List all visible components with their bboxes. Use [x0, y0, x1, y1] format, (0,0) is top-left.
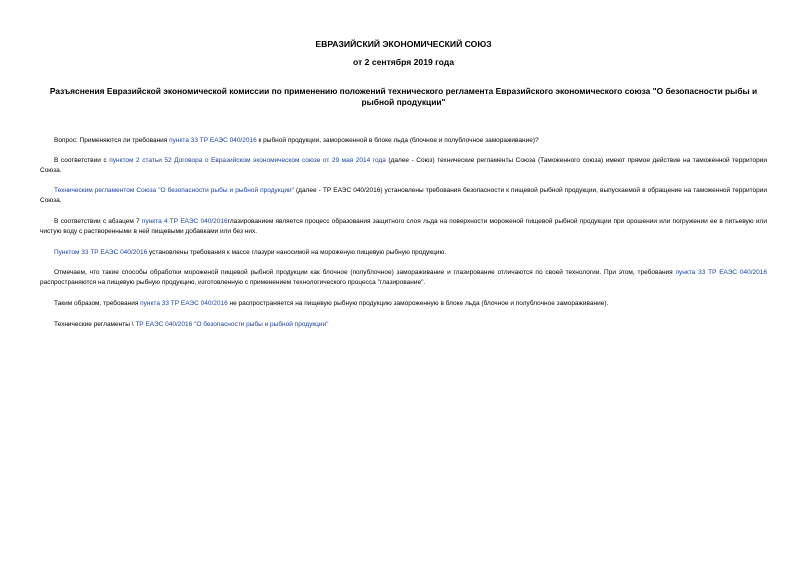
org-heading: ЕВРАЗИЙСКИЙ ЭКОНОМИЧЕСКИЙ СОЮЗ — [315, 39, 492, 49]
link-clause-33[interactable]: пункта 33 ТР ЕАЭС 040/2016 — [169, 137, 257, 144]
paragraph-treaty — [40, 156, 767, 175]
paragraph-regulation — [40, 186, 767, 205]
paragraph-conclusion — [40, 299, 767, 309]
document-title: Разъяснения Евразийской экономической комиссии по применению положений технического регламента Евразийского экономического союза "О безопасности рыбы и рыбной продукции" — [49, 86, 758, 107]
link-clause-33[interactable]: пункта 33 ТР ЕАЭС 040/2016 — [675, 269, 767, 276]
text: не распространяется на пищевую рыбную продукцию замороженную в блоке льда (блочное и полублочное замораживание). — [227, 300, 609, 307]
text: Технические регламенты \ — [54, 321, 136, 328]
link-clause-33[interactable]: пункта 33 ТР ЕАЭС 040/2016 — [140, 300, 228, 307]
text: (далее - ТР ЕАЭС 040/2016) установлены требования безопасности к пищевой рыбной продукции, выпускаемой в обращение на таможенной территории Союза. — [40, 187, 767, 204]
link-clause-4[interactable]: пункта 4 ТР ЕАЭС 040/2016 — [141, 218, 228, 225]
text: В соответствии с — [54, 157, 110, 164]
text: (далее - Союз) технические регламенты Союза (Таможенного союза) имеют прямое действие на таможенной территории Союза. — [40, 157, 767, 174]
link-technical-regulation[interactable]: Техническим регламентом Союза "О безопасности рыбы и рыбной продукции" — [54, 187, 294, 194]
paragraph-question — [40, 136, 767, 146]
text: Отмечаем, что такие способы обработки мороженой пищевой рыбной продукции как блочное (полублочное) замораживание и глазирование отличаются по своей технологии. При этом, требования — [54, 269, 676, 276]
text: Таким образом, требования — [54, 300, 141, 307]
text: распространяются на пищевую рыбную продукцию, изготовленную с применением технологического процесса "глазирование". — [40, 278, 426, 286]
paragraph-technology — [40, 268, 767, 287]
text: Вопрос: Применяются ли требования — [54, 137, 170, 144]
link-clause-33[interactable]: Пунктом 33 ТР ЕАЭС 040/2016 — [54, 249, 148, 256]
link-regulation-category[interactable]: ТР ЕАЭС 040/2016 "О безопасности рыбы и рыбной продукции" — [135, 321, 329, 328]
text: В соответствии с абзацем 7 — [54, 218, 142, 225]
link-treaty-article-52[interactable]: пунктом 2 статьи 52 Договора о Евразийском экономическом союзе от 29 мая 2014 года — [109, 157, 386, 164]
paragraph-glazing-definition — [40, 217, 767, 236]
paragraph-glaze-mass — [40, 248, 767, 258]
text: глазированием является процесс образования защитного слоя льда на поверхности мороженой пищевой рыбной продукции при орошении или погружении ее в питьевую или чистую воду с растворенными в ней пищевыми добавками или без них. — [40, 218, 767, 235]
date-heading: от 2 сентября 2019 года — [353, 57, 454, 67]
text: к рыбной продукции, замороженной в блоке льда (блочное и полублочное замораживание)? — [256, 137, 539, 144]
paragraph-category — [40, 320, 767, 330]
text: установлены требования к массе глазури наносимой на мороженую пищевую рыбную продукцию. — [147, 249, 447, 256]
